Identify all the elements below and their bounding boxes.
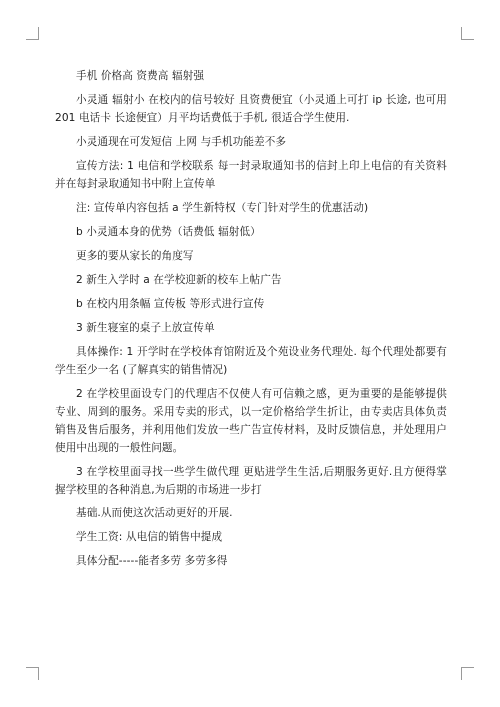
paragraph-xiaolingtong: 小灵通 辐射小 在校内的信号较好 且资费便宜（小灵通上可打 ip 长途, 也可用 201 电话卡 长途便宜）月平均话费低于手机, 很适合学生使用. [55, 94, 447, 124]
paragraph-promotion-method: 宣传方法: 1 电信和学校联系 每一封录取通知书的信封上印上电信的有关资料 并在每封录取通知书中附上宣传单 [55, 160, 447, 190]
paragraph-dorm-flyers: 3 新生寝室的桌子上放宣传单 [76, 322, 215, 334]
paragraph-parent-angle: 更多的要从家长的角度写 [76, 250, 194, 262]
paragraph-operations: 具体操作: 1 开学时在学校体育馆附近及个苑设业务代理处. 每个代理处都要有学生至少一名 (了解真实的销售情况) [55, 346, 447, 376]
paragraph-note: 注: 宣传单内容包括 a 学生新特权（专门针对学生的优惠活动) [76, 202, 369, 214]
paragraph-features: 小灵通现在可发短信 上网 与手机功能差不多 [76, 136, 287, 148]
document-body [55, 67, 447, 576]
paragraph-student-agents: 3 在学校里面寻找一些学生做代理 更贴进学生生活,后期服务更好.且方便得掌握学校里的各种消息,为后期的市场进一步打 [55, 466, 447, 496]
paragraph-student-wage: 学生工资: 从电信的销售中提成 [76, 531, 223, 543]
crop-mark-top-right [461, 27, 474, 40]
crop-mark-bottom-right [461, 667, 474, 680]
crop-mark-bottom-left [26, 667, 39, 680]
paragraph-advantage: b 小灵通本身的优势（话费低 辐射低） [76, 226, 261, 238]
paragraph-foundation: 基础.从而使这次活动更好的开展. [76, 507, 233, 519]
paragraph-new-students: 2 新生入学时 a 在学校迎新的校车上帖广告 [76, 274, 282, 286]
paragraph-agency-store: 2 在学校里面设专门的代理店不仅使人有可信赖之感，更为重要的是能够提供专业、周到的服务。采用专卖的形式，以一定价格给学生折让，由专卖店具体负责销售及售后服务，并利用他们发放一些广告宣传材料，及时反馈信息，并处理用户使用中出现的一般性问题。 [55, 388, 447, 454]
paragraph-banners: b 在校内用条幅 宣传板 等形式进行宣传 [76, 298, 265, 310]
paragraph-allocation: 具体分配-----能者多劳 多劳多得 [76, 555, 228, 567]
paragraph-phone: 手机 价格高 资费高 辐射强 [76, 70, 205, 82]
crop-mark-top-left [26, 27, 39, 40]
